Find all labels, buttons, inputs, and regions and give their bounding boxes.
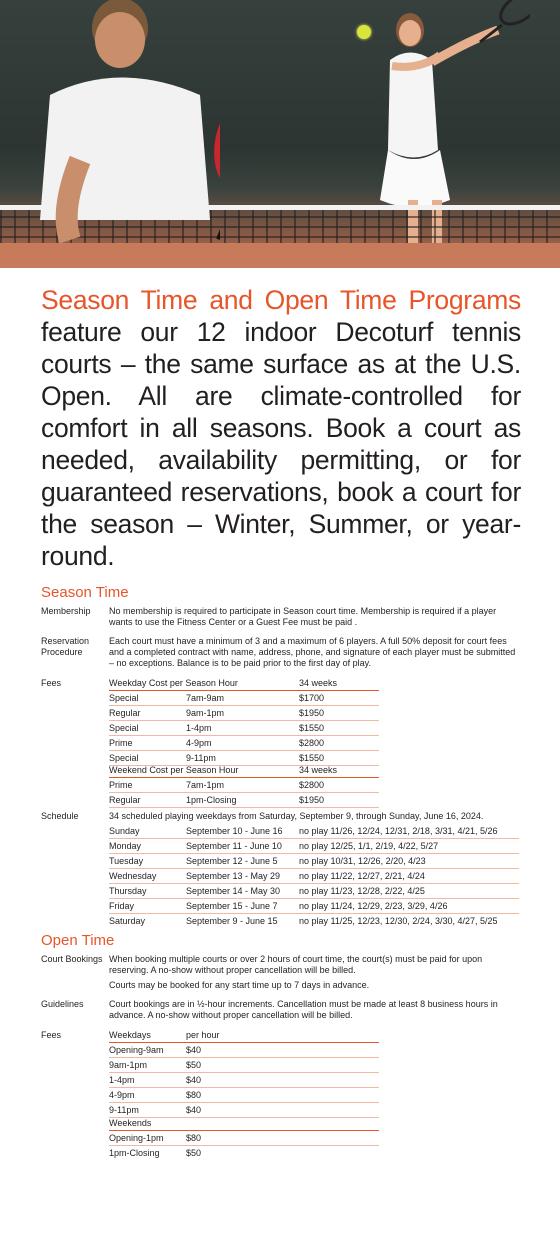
column-header: Weekday Cost per Season Hour — [109, 678, 238, 688]
weekday: Saturday — [109, 916, 146, 926]
headline-body: feature our 12 indoor Decoturf tennis courts – the same surface as at the U.S. Open. All are climate-controlled for comfort in all seasons. Book a court as needed, availability permitting, or for guaranteed reservations, book a court for the season – Winter, Summer, or year-round. — [41, 317, 521, 571]
table-row — [109, 824, 519, 839]
rate-type: Special — [109, 753, 139, 763]
table-row — [109, 736, 379, 751]
table-row — [109, 1088, 379, 1103]
rate-type: Prime — [109, 738, 133, 748]
time-range: 9am-1pm — [109, 1060, 148, 1070]
rate-type: Regular — [109, 708, 141, 718]
table-row — [109, 706, 379, 721]
column-header: 34 weeks — [299, 678, 338, 688]
weekday: Sunday — [109, 826, 140, 836]
time-range: 1pm-Closing — [109, 1148, 160, 1158]
rate-type: Special — [109, 693, 139, 703]
reservation-text — [109, 636, 519, 669]
table-row — [109, 1058, 379, 1073]
court-bookings-advance-text: Courts may be booked for any start time up to 7 days in advance. — [109, 980, 370, 990]
rate-type: Prime — [109, 780, 133, 790]
time-range: 4-9pm — [186, 738, 212, 748]
time-range: 1-4pm — [186, 723, 212, 733]
guidelines-text: Court bookings are in ½-hour increments. Cancellation must be made at least 8 business hours in advance. A no-show without proper cancellation will be billed. — [109, 999, 498, 1020]
column-header: Weekdays — [109, 1030, 151, 1040]
table-header-row — [109, 1028, 379, 1043]
table-row — [109, 839, 519, 854]
reservation-label-line2: Procedure — [41, 647, 83, 657]
price: $40 — [186, 1105, 202, 1115]
table-row — [109, 1131, 379, 1146]
no-play-dates: no play 11/25, 12/23, 12/30, 2/24, 3/30, 4/27, 5/25 — [299, 916, 498, 926]
price: $2800 — [299, 780, 325, 790]
price: $1700 — [299, 693, 325, 703]
table-row — [109, 854, 519, 869]
tennis-player-man — [20, 0, 220, 268]
season-weekday-fees-table — [109, 676, 379, 766]
column-header: per hour — [186, 1030, 220, 1040]
price: $2800 — [299, 738, 325, 748]
price: $80 — [186, 1090, 202, 1100]
table-row — [109, 899, 519, 914]
reservation-label — [41, 636, 89, 658]
season-schedule-table — [109, 824, 519, 928]
time-range: 4-9pm — [109, 1090, 135, 1100]
date-range: September 10 - June 16 — [186, 826, 283, 836]
rate-type: Special — [109, 723, 139, 733]
table-row — [109, 914, 519, 929]
table-row — [109, 1146, 379, 1161]
reservation-text-min-max: Each court must have a minimum of 3 and a maximum of 6 players. — [109, 636, 381, 646]
date-range: September 15 - June 7 — [186, 901, 278, 911]
weekday: Monday — [109, 841, 142, 851]
time-range: 1-4pm — [109, 1075, 135, 1085]
price: $80 — [186, 1133, 202, 1143]
time-range: 7am-9am — [186, 693, 225, 703]
price: $50 — [186, 1060, 202, 1070]
date-range: September 11 - June 10 — [186, 841, 282, 851]
time-range: 9-11pm — [186, 753, 216, 763]
membership-text: No membership is required to participate in Season court time. Membership is required if a player wants to use the Fitness Center or a Guest Fee must be paid . — [109, 606, 497, 627]
weekday: Wednesday — [109, 871, 157, 881]
date-range: September 13 - May 29 — [186, 871, 281, 881]
table-header-row — [109, 763, 379, 778]
table-row — [109, 884, 519, 899]
weekday: Thursday — [109, 886, 147, 896]
intro-headline — [41, 284, 521, 572]
date-range: September 12 - June 5 — [186, 856, 278, 866]
column-header: Weekend Cost per Season Hour — [109, 765, 239, 775]
guidelines-label: Guidelines — [41, 999, 84, 1009]
no-play-dates: no play 11/26, 12/24, 12/31, 2/18, 3/31, 4/21, 5/26 — [299, 826, 498, 836]
table-row — [109, 869, 519, 884]
open-fees-label: Fees — [41, 1030, 62, 1040]
table-header-row — [109, 676, 379, 691]
open-weekday-fees-table — [109, 1028, 379, 1118]
reservation-text-deposit: A full 50% deposit for court fees and a completed contract with name, address, phone, and signature of each player must be submitted – no exceptions. Balance is to be paid prior to the first day of play. — [109, 636, 516, 668]
court-bookings-text-noshow: A no-show without proper cancellation will be billed. — [150, 965, 356, 975]
schedule-label: Schedule — [41, 811, 79, 821]
time-range: 7am-1pm — [186, 780, 225, 790]
table-row — [109, 1043, 379, 1058]
tennis-ball — [357, 25, 371, 39]
season-fees-label: Fees — [41, 678, 62, 688]
court-bookings-text — [109, 954, 519, 976]
price: $40 — [186, 1045, 202, 1055]
season-time-title: Season Time — [41, 584, 129, 601]
date-range: September 14 - May 30 — [186, 886, 281, 896]
court-bookings-label: Court Bookings — [41, 954, 103, 964]
time-range: 9am-1pm — [186, 708, 225, 718]
no-play-dates: no play 11/22, 12/27, 2/21, 4/24 — [299, 871, 425, 881]
price: $50 — [186, 1148, 202, 1158]
no-play-dates: no play 11/23, 12/28, 2/22, 4/25 — [299, 886, 425, 896]
price: $1550 — [299, 753, 325, 763]
time-range: 1pm-Closing — [186, 795, 237, 805]
season-weekend-fees-table — [109, 763, 379, 808]
no-play-dates: no play 11/24, 12/29, 2/23, 3/29, 4/26 — [299, 901, 448, 911]
schedule-intro: 34 scheduled playing weekdays from Saturday, September 9, through Sunday, June 16, 2024. — [109, 811, 484, 821]
table-header-row — [109, 1116, 379, 1131]
reservation-label-line1: Reservation — [41, 636, 90, 646]
price: $40 — [186, 1075, 202, 1085]
weekday: Tuesday — [109, 856, 144, 866]
price: $1950 — [299, 708, 325, 718]
weekday: Friday — [109, 901, 135, 911]
table-row — [109, 691, 379, 706]
table-row — [109, 721, 379, 736]
column-header: Weekends — [109, 1118, 152, 1128]
hero-photo — [0, 0, 560, 268]
court-bookings-text-payment: When booking multiple courts or over 2 hours of court time, the court(s) must be paid for upon reserving. — [109, 954, 483, 975]
no-play-dates: no play 10/31, 12/26, 2/20, 4/23 — [299, 856, 426, 866]
time-range: Opening-1pm — [109, 1133, 164, 1143]
open-time-title: Open Time — [41, 932, 115, 949]
table-row — [109, 1073, 379, 1088]
table-row — [109, 778, 379, 793]
price: $1950 — [299, 795, 325, 805]
time-range: Opening-9am — [109, 1045, 164, 1055]
price: $1550 — [299, 723, 325, 733]
time-range: 9-11pm — [109, 1105, 139, 1115]
table-row — [109, 793, 379, 808]
no-play-dates: no play 12/25, 1/1, 2/19, 4/22, 5/27 — [299, 841, 439, 851]
membership-label: Membership — [41, 606, 91, 616]
column-header: 34 weeks — [299, 765, 338, 775]
rate-type: Regular — [109, 795, 141, 805]
open-weekend-fees-table — [109, 1116, 379, 1160]
date-range: September 9 - June 15 — [186, 916, 278, 926]
headline-lead: Season Time and Open Time Programs — [41, 285, 521, 315]
